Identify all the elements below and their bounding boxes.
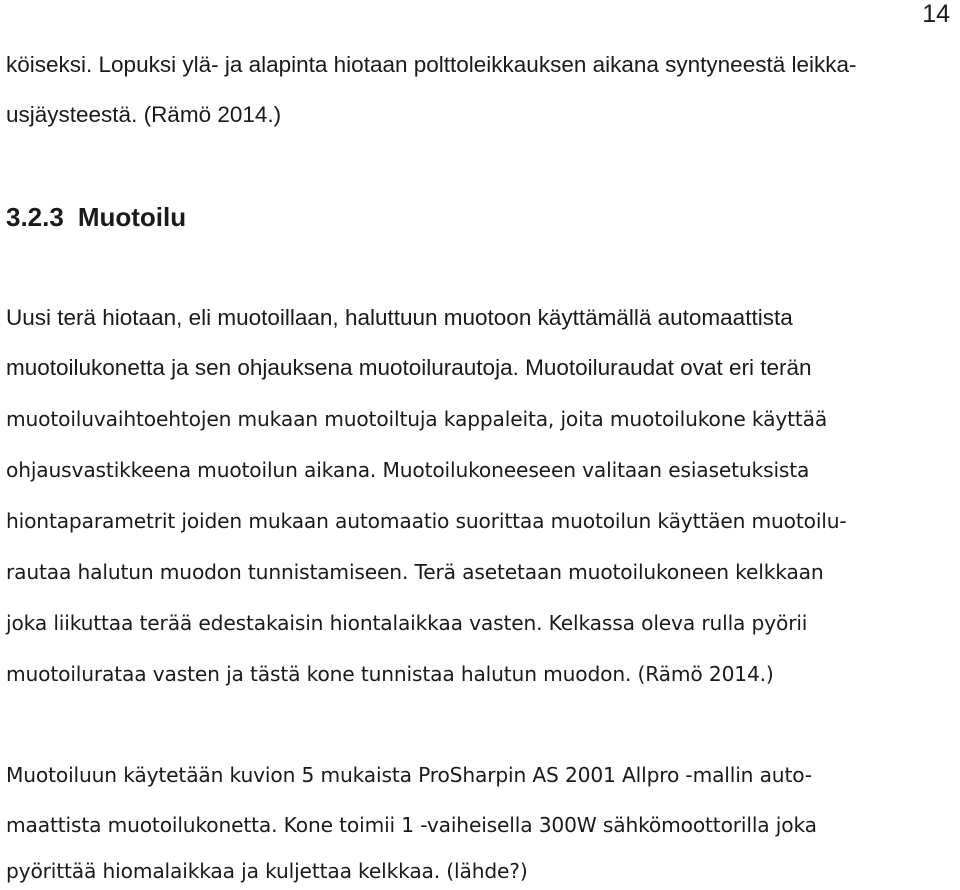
section-title: Muotoilu [77, 202, 187, 232]
text-line: usjäysteestä. (Rämö 2014.) [6, 102, 282, 127]
section-number: 3.2.3 [6, 202, 64, 232]
text-line: rautaa halutun muodon tunnistamiseen. Terä asetetaan muotoilukoneen kelkkaan [6, 560, 824, 584]
text-line: Muotoiluun käytetään kuvion 5 mukaista ProSharpin AS 2001 Allpro -mallin auto- [6, 763, 812, 787]
text-line: Uusi terä hiotaan, eli muotoillaan, haluttuun muotoon käyttämällä automaattista [6, 305, 793, 330]
text-line: pyörittää hiomalaikkaa ja kuljettaa kelkkaa. (lähde?) [6, 859, 528, 883]
text-line: maattista muotoilukonetta. Kone toimii 1 -vaiheisella 300W sähkömoottorilla joka [6, 813, 817, 837]
text-line: ohjausvastikkeena muotoilun aikana. Muotoilukoneeseen valitaan esiasetuksista [6, 458, 810, 482]
text-line: muotoilurataa vasten ja tästä kone tunnistaa halutun muodon. (Rämö 2014.) [6, 662, 774, 686]
text-line: köiseksi. Lopuksi ylä- ja alapinta hiotaan polttoleikkauksen aikana syntyneestä leikka- [6, 52, 857, 77]
text-line: hiontaparametrit joiden mukaan automaatio suorittaa muotoilun käyttäen muotoilu- [6, 509, 847, 533]
page-number: 14 [922, 0, 950, 28]
text-line: joka liikuttaa terää edestakaisin hiontalaikkaa vasten. Kelkassa oleva rulla pyörii [6, 611, 808, 635]
section-heading [6, 202, 186, 233]
text-line: muotoilukonetta ja sen ohjauksena muotoilurautoja. Muotoiluraudat ovat eri terän [6, 355, 812, 380]
text-line: muotoiluvaihtoehtojen mukaan muotoiltuja kappaleita, joita muotoilukone käyttää [6, 407, 828, 431]
